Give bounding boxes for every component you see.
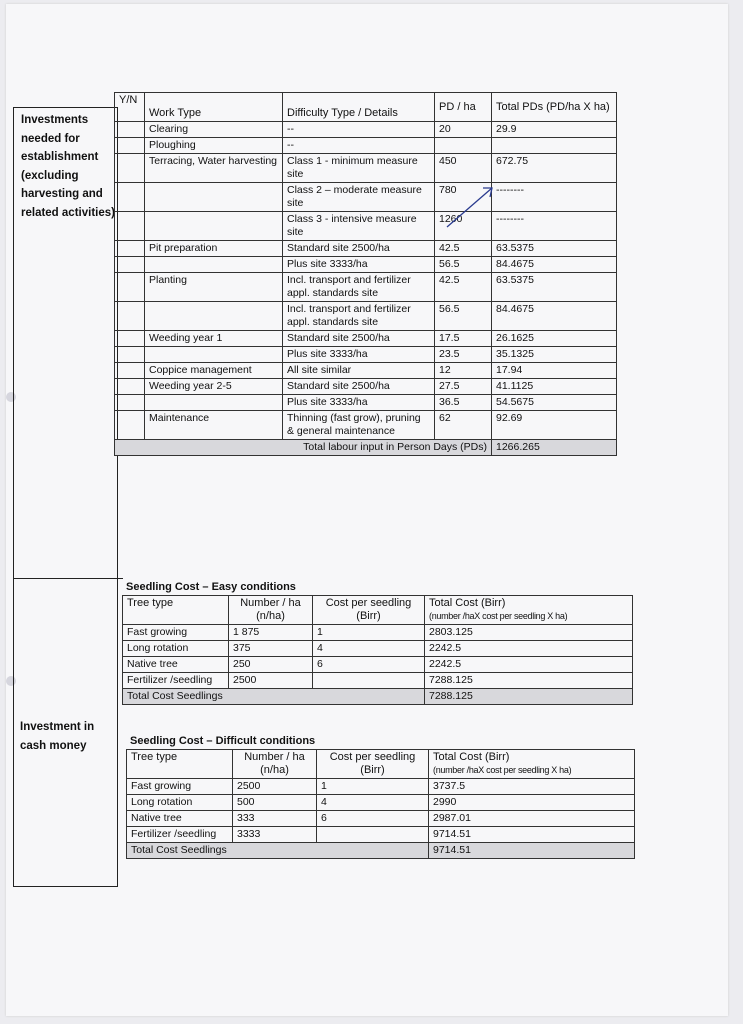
- total-cost: 2242.5: [425, 657, 633, 673]
- tree-type: Fertilizer /seedling: [127, 827, 233, 843]
- work-type: Weeding year 1: [145, 331, 283, 347]
- work-type: [145, 302, 283, 331]
- table-row: [115, 347, 617, 363]
- detail: Plus site 3333/ha: [283, 395, 435, 411]
- total-value: --------: [492, 212, 617, 241]
- total-cost: 2990: [429, 795, 635, 811]
- section1-label: Investments needed for establishment (excluding harvesting and related activities): [21, 114, 115, 219]
- cost: 6: [317, 811, 429, 827]
- total-cost: 3737.5: [429, 779, 635, 795]
- work-type: Pit preparation: [145, 241, 283, 257]
- table-row: [115, 154, 617, 183]
- labour-table: [114, 92, 617, 456]
- total-cost: 2803.125: [425, 625, 633, 641]
- tree-type: Fast growing: [123, 625, 229, 641]
- total-cost-label: Total Cost Seedlings: [127, 843, 429, 859]
- table-row: [115, 183, 617, 212]
- total-cost-note: (number /haX cost per seedling X ha): [429, 611, 568, 621]
- tree-type: Native tree: [123, 657, 229, 673]
- table-row: [115, 411, 617, 440]
- header-total-pds: Total PDs (PD/ha X ha): [492, 93, 617, 122]
- table-row: [115, 241, 617, 257]
- easy-cost-block: [122, 579, 634, 705]
- work-type: Weeding year 2-5: [145, 379, 283, 395]
- total-label: Total labour input in Person Days (PDs): [115, 440, 492, 456]
- difficult-title: Seedling Cost – Difficult conditions: [130, 735, 316, 747]
- section2-label: Investment in cash money: [20, 721, 95, 752]
- number: 1 875: [229, 625, 313, 641]
- pd-value: 56.5: [435, 302, 492, 331]
- number: 250: [229, 657, 313, 673]
- easy-cost-table: [122, 595, 633, 705]
- cost: [313, 673, 425, 689]
- cost: 1: [317, 779, 429, 795]
- table-row: [115, 138, 617, 154]
- total-pds-value: 1266.265: [492, 440, 617, 456]
- detail: Standard site 2500/ha: [283, 379, 435, 395]
- header-difficulty: Difficulty Type / Details: [283, 93, 435, 122]
- total-cost: 7288.125: [425, 673, 633, 689]
- total-cost-note: (number /haX cost per seedling X ha): [433, 765, 572, 775]
- detail: --: [283, 138, 435, 154]
- total-value: 84.4675: [492, 302, 617, 331]
- table-row: [115, 257, 617, 273]
- tree-type: Fast growing: [127, 779, 233, 795]
- number: 2500: [229, 673, 313, 689]
- work-type: [145, 257, 283, 273]
- cost: 4: [317, 795, 429, 811]
- detail: Incl. transport and fertilizer appl. standards site: [283, 302, 435, 331]
- header-total-cost: [429, 750, 635, 779]
- total-value: --------: [492, 183, 617, 212]
- work-type: Planting: [145, 273, 283, 302]
- table-row: [115, 331, 617, 347]
- difficult-cost-block: [126, 733, 636, 859]
- table-row: [115, 273, 617, 302]
- table-row: [127, 811, 635, 827]
- number: 375: [229, 641, 313, 657]
- total-value: 84.4675: [492, 257, 617, 273]
- work-type: [145, 395, 283, 411]
- header-yn: Y/N: [115, 93, 145, 122]
- work-type: [145, 212, 283, 241]
- total-value: 54.5675: [492, 395, 617, 411]
- difficult-cost-table: [126, 749, 635, 859]
- total-cost-value: 7288.125: [425, 689, 633, 705]
- total-value: 63.5375: [492, 273, 617, 302]
- detail: Thinning (fast grow), pruning & general maintenance: [283, 411, 435, 440]
- work-type: Terracing, Water harvesting: [145, 154, 283, 183]
- pd-value: 36.5: [435, 395, 492, 411]
- total-cost: 9714.51: [429, 827, 635, 843]
- pd-value: 56.5: [435, 257, 492, 273]
- pd-value: [435, 138, 492, 154]
- detail: Standard site 2500/ha: [283, 241, 435, 257]
- detail: Class 3 - intensive measure site: [283, 212, 435, 241]
- pd-value: 780: [435, 183, 492, 212]
- work-type: Clearing: [145, 122, 283, 138]
- table-row: [115, 379, 617, 395]
- cost: 1: [313, 625, 425, 641]
- detail: Plus site 3333/ha: [283, 257, 435, 273]
- total-value: 41.1125: [492, 379, 617, 395]
- total-value: 29.9: [492, 122, 617, 138]
- work-type: Coppice management: [145, 363, 283, 379]
- table-row: [123, 625, 633, 641]
- total-value: 92.69: [492, 411, 617, 440]
- table-header: [127, 750, 635, 779]
- total-cost: 2987.01: [429, 811, 635, 827]
- total-value: 26.1625: [492, 331, 617, 347]
- number: 3333: [233, 827, 317, 843]
- pd-value: 42.5: [435, 273, 492, 302]
- total-value: [492, 138, 617, 154]
- table-row: [115, 363, 617, 379]
- cost: [317, 827, 429, 843]
- detail: Incl. transport and fertilizer appl. standards site: [283, 273, 435, 302]
- total-cost-label: Total Cost Seedlings: [123, 689, 425, 705]
- total-value: 17.94: [492, 363, 617, 379]
- work-type: [145, 347, 283, 363]
- tree-type: Long rotation: [123, 641, 229, 657]
- pd-value: 17.5: [435, 331, 492, 347]
- table-row: [123, 657, 633, 673]
- detail: Class 1 - minimum measure site: [283, 154, 435, 183]
- total-row: [123, 689, 633, 705]
- tree-type: Native tree: [127, 811, 233, 827]
- detail: Plus site 3333/ha: [283, 347, 435, 363]
- number: 333: [233, 811, 317, 827]
- header-cost: Cost per seedling (Birr): [317, 750, 429, 779]
- pd-value: 62: [435, 411, 492, 440]
- pd-value: 23.5: [435, 347, 492, 363]
- header-work-type: Work Type: [145, 93, 283, 122]
- table-header: [115, 93, 617, 122]
- detail: Class 2 – moderate measure site: [283, 183, 435, 212]
- detail: Standard site 2500/ha: [283, 331, 435, 347]
- work-type: [145, 183, 283, 212]
- tree-type: Long rotation: [127, 795, 233, 811]
- total-value: 63.5375: [492, 241, 617, 257]
- table-row: [127, 795, 635, 811]
- detail: All site similar: [283, 363, 435, 379]
- table-header: [123, 596, 633, 625]
- number: 500: [233, 795, 317, 811]
- table-row: [115, 122, 617, 138]
- left-frame: [13, 107, 118, 887]
- pd-value: 1260: [435, 212, 492, 241]
- easy-title: Seedling Cost – Easy conditions: [126, 581, 296, 593]
- table-row: [115, 212, 617, 241]
- pd-value: 27.5: [435, 379, 492, 395]
- pd-value: 12: [435, 363, 492, 379]
- table-row: [115, 395, 617, 411]
- pd-value: 20: [435, 122, 492, 138]
- total-cost-value: 9714.51: [429, 843, 635, 859]
- table-row: [123, 673, 633, 689]
- table-row: [115, 302, 617, 331]
- header-total-cost: [425, 596, 633, 625]
- cost: 6: [313, 657, 425, 673]
- work-type: Ploughing: [145, 138, 283, 154]
- header-cost: Cost per seedling (Birr): [313, 596, 425, 625]
- total-value: 672.75: [492, 154, 617, 183]
- divider: [13, 578, 123, 579]
- total-cost: 2242.5: [425, 641, 633, 657]
- pd-value: 42.5: [435, 241, 492, 257]
- header-tree-type: Tree type: [127, 750, 233, 779]
- table-row: [127, 779, 635, 795]
- header-number: Number / ha (n/ha): [229, 596, 313, 625]
- detail: --: [283, 122, 435, 138]
- total-value: 35.1325: [492, 347, 617, 363]
- tree-type: Fertilizer /seedling: [123, 673, 229, 689]
- total-cost-label: Total Cost (Birr): [429, 597, 506, 609]
- total-cost-label: Total Cost (Birr): [433, 751, 510, 763]
- table-row: [127, 827, 635, 843]
- cost: 4: [313, 641, 425, 657]
- header-number: Number / ha (n/ha): [233, 750, 317, 779]
- pd-value: 450: [435, 154, 492, 183]
- header-pd-ha: PD / ha: [435, 93, 492, 122]
- handwritten-arrow-icon: [437, 182, 497, 232]
- number: 2500: [233, 779, 317, 795]
- table-row: [123, 641, 633, 657]
- total-row: [115, 440, 617, 456]
- header-tree-type: Tree type: [123, 596, 229, 625]
- work-type: Maintenance: [145, 411, 283, 440]
- total-row: [127, 843, 635, 859]
